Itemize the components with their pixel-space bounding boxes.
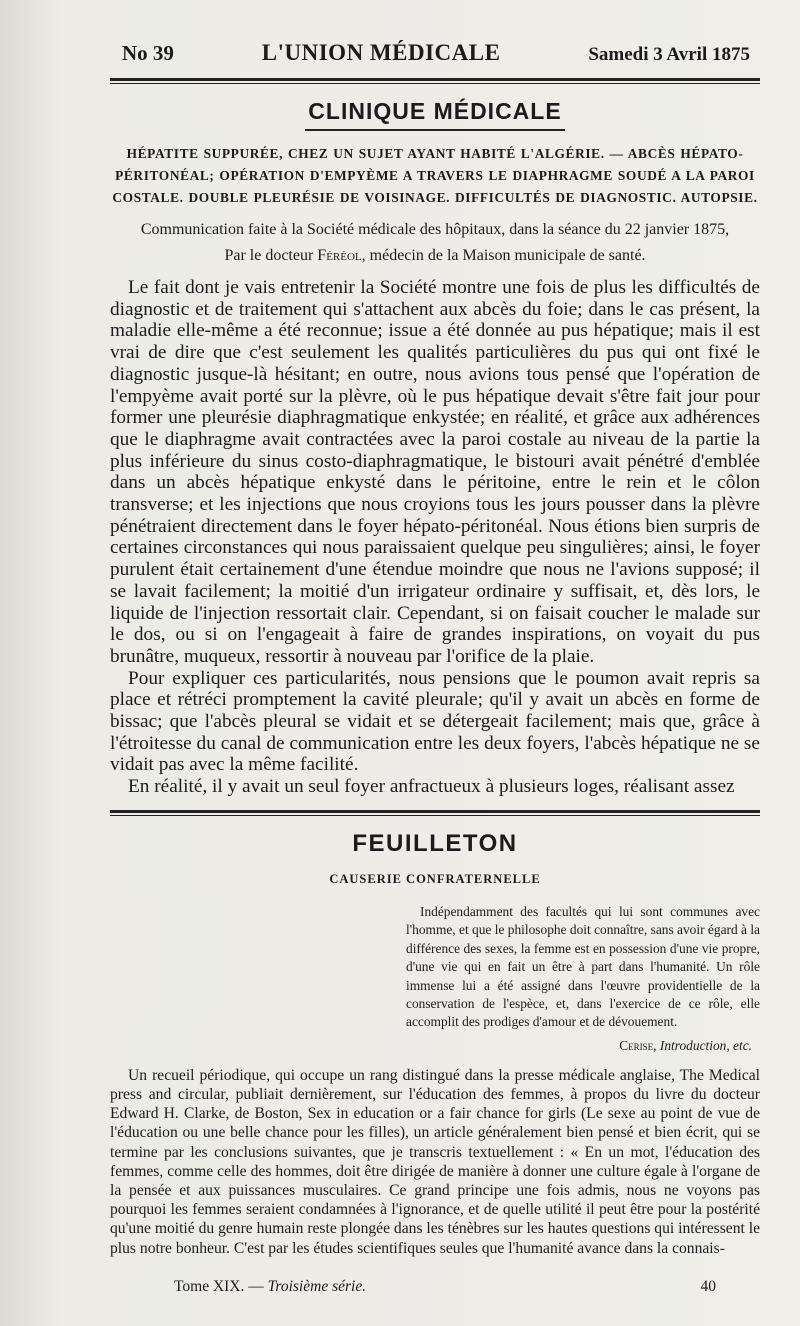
epigraph: Indépendamment des facultés qui lui sont communes avec l'homme, et que le philosophe doit connaître, sans avoir égard à la différence des sexes, la femme est en possession d'une vie propre, d'une vie qui en fait un être à part dans l'humanité. Un rôle immense lui a été assigné dans l'œuvre providentielle de la conservation de l'espèce, et, dans l'exercice de ce rôle, elle accomplit des prodiges d'amour et de dévouement. [406,903,760,1030]
article-paragraph: Pour expliquer ces particularités, nous pensions que le poumon avait repris sa place et rétréci promptement la cavité pleurale; qu'il y avait un abcès en forme de bissac; que l'abcès pleural se vidait et se détergeait facilement; mais que, grâce à l'étroitesse du canal de communication entre les deux foyers, l'abcès hépatique ne se vidait pas avec la même facilité. [110,667,760,776]
header-rule [110,78,760,81]
section-title: CLINIQUE MÉDICALE [308,98,562,124]
article-paragraph: Le fait dont je vais entretenir la Société montre une fois de plus les difficultés de diagnostic et de traitement qui s'attachent aux abcès du foie; dans le cas présent, la maladie elle-même a été reconnue; issue a été donnée au pus hépatique; mais il est vrai de dire que c'est seulement les qualités particulières du pus qui ont fixé le diagnostic jusque-là hésitant; en outre, nous avions tous pensé que l'opération de l'empyème avait porté sur la plèvre, où le pus hépatique devait s'être fait jour pour former une pleurésie diaphragmatique enkystée; en réalité, et grâce aux adhérences que le diaphragme avait contractées avec la paroi costale au niveau de la partie la plus inférieure du sinus costo-diaphragmatique, le bistouri avait pénétré d'emblée dans un abcès hépatique enkysté dans le péritoine, entre le rein et le côlon transverse; et les injections que nous croyions tous les jours pousser dans la plèvre pénétraient directement dans le foyer hépato-péritonéal. Nous étions bien surpris de certaines circonstances qui nous paraissaient quelque peu singulières; ainsi, le foyer purulent était certainement d'une étendue moindre que nous ne l'avions supposé; il se lavait facilement; la moitié d'un irrigateur ordinaire y suffisait, et, dès lors, le liquide de l'injection ressortait clair. Cependant, si on faisait coucher le malade sur le dos, ou si on l'engageait à faire de grandes inspirations, on voyait du pus brunâtre, muqueux, ressortir à nouveau par l'orifice de la plaie. [110,277,760,667]
issue-date: Samedi 3 Avril 1875 [588,44,750,65]
epigraph-work: Introduction, etc. [659,1037,752,1053]
epigraph-author: Cerise, [619,1037,657,1053]
footer-volume: Tome XIX. — Troisième série. [174,1278,367,1295]
article-author [110,245,760,267]
author-prefix: Par le docteur [224,247,314,264]
feuilleton-rule [110,810,760,813]
author-name: Féréol [317,247,362,264]
header-rule-thin [110,83,760,84]
author-suffix: , médecin de la Maison municipale de santé. [361,247,646,264]
section-title-rule [305,129,565,131]
feuilleton-title: FEUILLETON [352,829,518,857]
journal-title: L'UNION MÉDICALE [261,40,501,65]
page-footer [174,1278,716,1296]
footer-volume-label: Tome XIX. [174,1278,245,1295]
feuilleton-rule-thin [110,815,760,816]
article-heading: HÉPATITE SUPPURÉE, CHEZ UN SUJET AYANT HABITÉ L'ALGÉRIE. — ABCÈS HÉPATO-PÉRITONÉAL; OPÉRATION D'EMPYÈME A TRAVERS LE DIAPHRAGME SOUDÉ A LA PAROI COSTALE. DOUBLE PLEURÉSIE DE VOISINAGE. DIFFICULTÉS DE DIAGNOSTIC. AUTOPSIE. [112,146,758,205]
footer-series: Troisième série. [267,1278,367,1295]
feuilleton-subheading: CAUSERIE CONFRATERNELLE [329,871,541,886]
page-number: 40 [700,1278,716,1295]
issue-number: No 39 [122,41,174,65]
feuilleton-text: Un recueil périodique, qui occupe un rang distingué dans la presse médicale anglaise, The Medical press and circular, publiait dernièrement, sur l'éducation des femmes, à propos du livre du docteur Edward H. Clarke, de Boston, Sex in education or a fair chance for girls (Le sexe au point de vue de l'éducation ou une belle chance pour les filles), un article généralement bien pensé et bien écrit, qui se termine par les conclusions suivantes, que je transcris textuellement : « En un mot, l'éducation des femmes, comme celle des hommes, doit être dirigée de manière à donner une culture égale à l'organe de la pensée et aux puissances musculaires. Ce grand principe une fois admis, nous ne voyons pas pourquoi les femmes seraient condamnées à l'ignorance, et de quelle utilité il peut être pour la postérité qu'une moitié du genre humain reste plongée dans les ténèbres sur les hautes questions qui intéressent le plus notre bonheur. C'est par les études scientifiques seules que l'humanité avance dans la connais- [110,1066,760,1257]
communication-note: Communication faite à la Société médicale des hôpitaux, dans la séance du 22 janvier 1875, [140,221,730,238]
article-paragraph: En réalité, il y avait un seul foyer anfractueux à plusieurs loges, réalisant assez [128,776,735,798]
page-header [110,40,760,74]
epigraph-source [110,1038,752,1054]
